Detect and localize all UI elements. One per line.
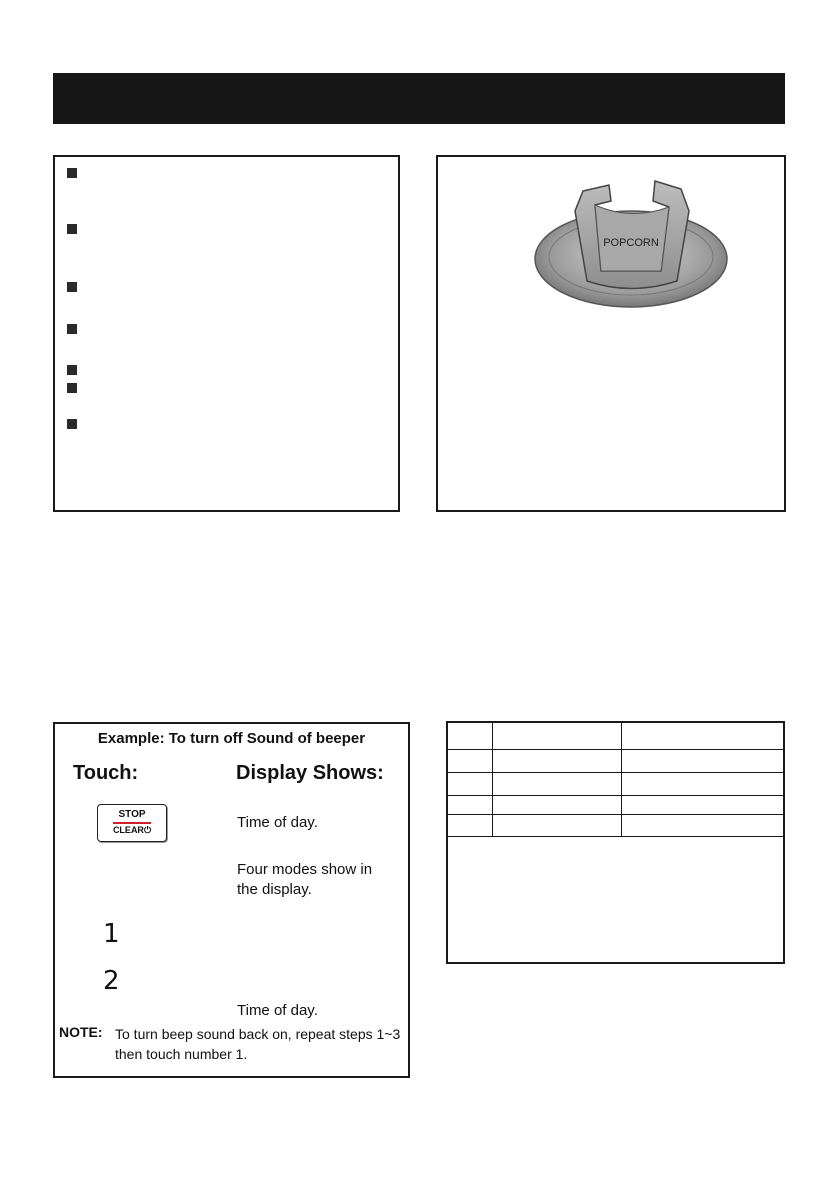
stop-button-label: STOP bbox=[118, 809, 146, 820]
bullet-square-icon bbox=[67, 419, 77, 429]
table-column-divider bbox=[621, 723, 622, 836]
popcorn-label: POPCORN bbox=[603, 237, 659, 249]
power-icon: ⏻ bbox=[143, 825, 152, 835]
bullet-square-icon bbox=[67, 383, 77, 393]
bullet-square-icon bbox=[67, 282, 77, 292]
beeper-example-box bbox=[53, 722, 410, 1078]
note-text: To turn beep sound back on, repeat steps 1~3 then touch number 1. bbox=[115, 1026, 401, 1062]
note-label: NOTE: bbox=[59, 1024, 103, 1040]
step-4-touch: 2 bbox=[103, 966, 120, 996]
stop-button-red-line bbox=[113, 822, 151, 824]
settings-table-box bbox=[446, 721, 785, 964]
stop-clear-button bbox=[97, 804, 167, 842]
table-column-divider bbox=[492, 723, 493, 836]
step-3-touch: 1 bbox=[103, 919, 120, 949]
clear-button-label: CLEAR bbox=[112, 825, 144, 835]
table-row-divider bbox=[448, 749, 783, 750]
tips-box bbox=[53, 155, 400, 512]
bullet-square-icon bbox=[67, 324, 77, 334]
section-header-bar bbox=[53, 73, 785, 124]
step-2-display: Four modes show in the display. bbox=[237, 861, 373, 898]
example-title: Example: To turn off Sound of beeper bbox=[97, 730, 366, 747]
popcorn-figure-box bbox=[436, 155, 786, 512]
table-row-divider bbox=[448, 836, 783, 837]
bullet-square-icon bbox=[67, 365, 77, 375]
step-5-display: Time of day. bbox=[237, 1002, 318, 1019]
bullet-square-icon bbox=[67, 224, 77, 234]
popcorn-tray-illustration bbox=[531, 171, 731, 316]
clear-button-label-row bbox=[98, 825, 166, 836]
step-1-display: Time of day. bbox=[237, 814, 318, 831]
touch-heading: Touch: bbox=[73, 762, 139, 784]
table-row-divider bbox=[448, 795, 783, 796]
table-row-divider bbox=[448, 814, 783, 815]
bullet-square-icon bbox=[67, 168, 77, 178]
table-row-divider bbox=[448, 772, 783, 773]
display-heading: Display Shows: bbox=[236, 762, 384, 784]
